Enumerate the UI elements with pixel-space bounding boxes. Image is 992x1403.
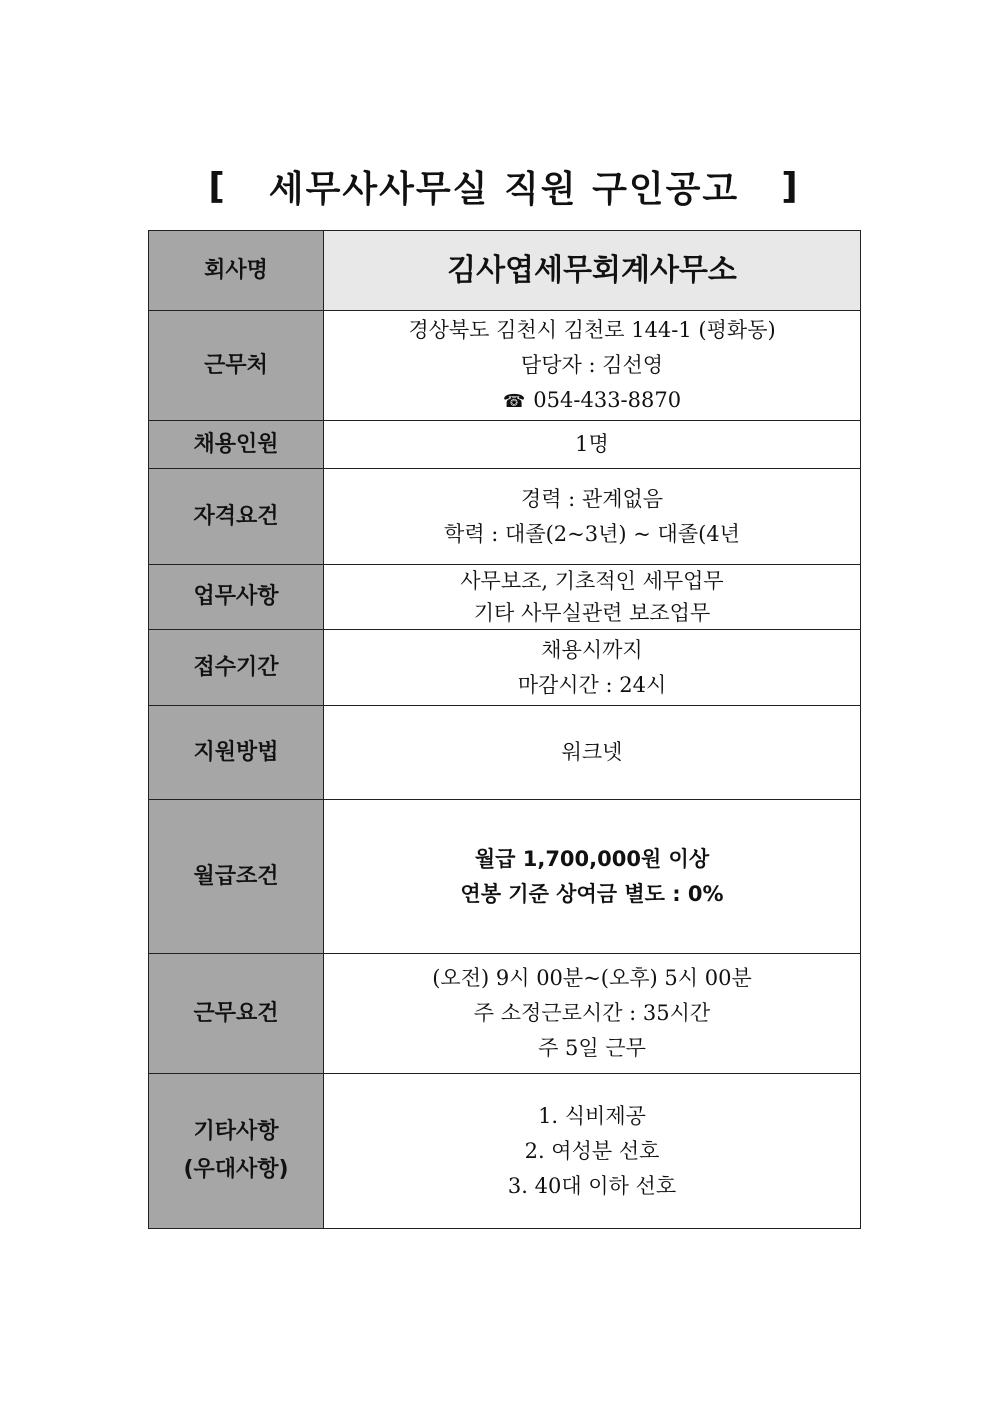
row-company xyxy=(149,231,861,311)
salary-line-2: 연봉 기준 상여금 별도 : 0% xyxy=(460,881,724,906)
period-line-2: 마감시간 : 24시 xyxy=(517,672,667,697)
row-qualifications xyxy=(149,469,861,565)
row-method xyxy=(149,706,861,800)
other-line-3: 3. 40대 이하 선호 xyxy=(507,1173,677,1198)
job-posting-table xyxy=(148,230,861,1229)
label-conditions: 근무요건 xyxy=(149,954,324,1074)
value-period xyxy=(324,630,861,706)
value-conditions xyxy=(324,954,861,1074)
value-duties xyxy=(324,565,861,630)
period-line-1: 채용시까지 xyxy=(541,637,643,662)
label-method: 지원방법 xyxy=(149,706,324,800)
value-other xyxy=(324,1074,861,1229)
label-duties: 업무사항 xyxy=(149,565,324,630)
label-salary: 월급조건 xyxy=(149,800,324,954)
conditions-line-3: 주 5일 근무 xyxy=(538,1036,646,1060)
row-other xyxy=(149,1074,861,1229)
value-method: 워크넷 xyxy=(324,706,861,800)
row-period xyxy=(149,630,861,706)
title-text: 세무사사무실 직원 구인공고 xyxy=(268,168,740,210)
row-conditions xyxy=(149,954,861,1074)
label-period: 접수기간 xyxy=(149,630,324,706)
salary-line-1: 월급 1,700,000원 이상 xyxy=(474,846,710,871)
workplace-phone-line xyxy=(324,383,860,419)
duty-line-1: 사무보조, 기초적인 세무업무 xyxy=(460,569,724,593)
label-headcount: 채용인원 xyxy=(149,421,324,469)
other-line-2: 2. 여성분 선호 xyxy=(524,1138,660,1163)
qualification-experience: 경력 : 관계없음 xyxy=(520,486,664,511)
workplace-phone: 054-433-8870 xyxy=(533,387,682,412)
document-title xyxy=(148,158,860,214)
row-workplace xyxy=(149,311,861,421)
workplace-address: 경상북도 김천시 김천로 144-1 (평화동) xyxy=(408,317,776,342)
conditions-line-1: (오전) 9시 00분~(오후) 5시 00분 xyxy=(432,966,752,990)
conditions-line-2: 주 소정근로시간 : 35시간 xyxy=(473,1001,711,1025)
label-qualifications: 자격요건 xyxy=(149,469,324,565)
value-workplace xyxy=(324,311,861,421)
label-other-line-1: 기타사항 xyxy=(193,1119,279,1144)
row-headcount xyxy=(149,421,861,469)
row-salary xyxy=(149,800,861,954)
other-line-1: 1. 식비제공 xyxy=(538,1103,646,1128)
label-company: 회사명 xyxy=(149,231,324,311)
title-close-bracket: ] xyxy=(781,165,800,207)
row-duties xyxy=(149,565,861,630)
label-workplace: 근무처 xyxy=(149,311,324,421)
label-other-line-2: (우대사항) xyxy=(183,1157,289,1182)
workplace-contact: 담당자 : 김선영 xyxy=(520,352,664,377)
value-qualifications xyxy=(324,469,861,565)
telephone-icon: ☎ xyxy=(502,390,526,412)
label-other xyxy=(149,1074,324,1229)
value-company: 김사엽세무회계사무소 xyxy=(324,231,861,311)
title-open-bracket: [ xyxy=(208,165,227,207)
qualification-education: 학력 : 대졸(2~3년) ~ 대졸(4년 xyxy=(444,521,740,546)
value-headcount: 1명 xyxy=(324,421,861,469)
value-salary xyxy=(324,800,861,954)
duty-line-2: 기타 사무실관련 보조업무 xyxy=(473,601,711,625)
